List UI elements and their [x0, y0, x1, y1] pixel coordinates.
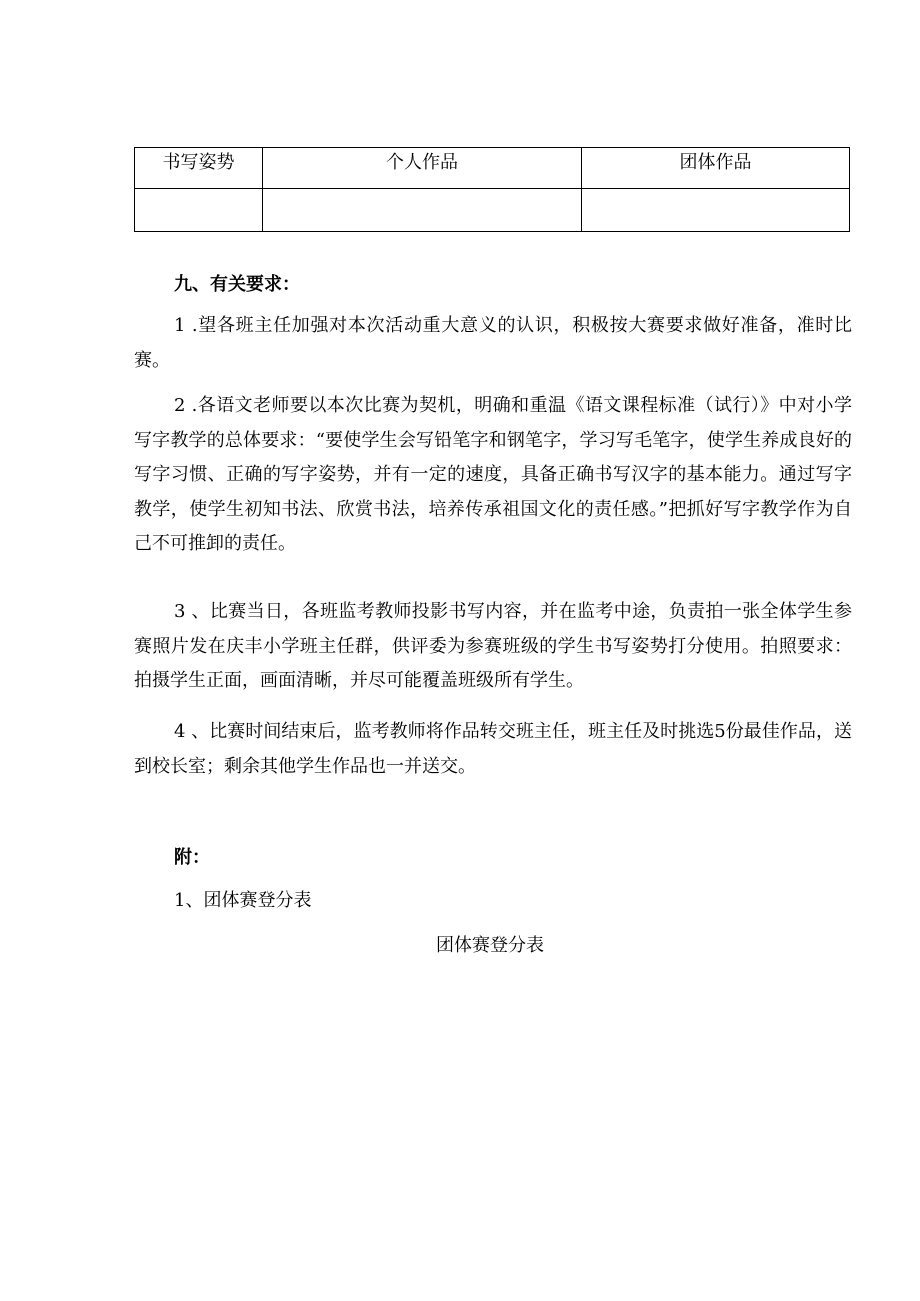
table-header-cell: 团体作品: [582, 148, 850, 189]
table-header-cell: 个人作品: [263, 148, 582, 189]
requirement-item-3: 3 、比赛当日，各班监考教师投影书写内容，并在监考中途，负责拍一张全体学生参赛照片发在庆丰小学班主任群，供评委为参赛班级的学生书写姿势打分使用。拍照要求：拍摄学生正面，画面清晰，并尽可能覆盖班级所有学生。: [134, 601, 852, 691]
appendix-table-title: 团体赛登分表: [436, 935, 544, 956]
requirement-item-1: 1 .望各班主任加强对本次活动重大意义的认识，积极按大赛要求做好准备，准时比赛。: [134, 315, 852, 371]
table-row: [135, 189, 850, 232]
requirement-item-2: 2 .各语文老师要以本次比赛为契机，明确和重温《语文课程标准（试行）》中对小学写字教学的总体要求：“要使学生会写铅笔字和钢笔字，学习写毛笔字，使学生养成良好的写字习惯、正确的写字姿势，并有一定的速度，具备正确书写汉字的基本能力。通过写字教学，使学生初知书法、欣赏书法，培养传承祖国文化的责任感。”把抓好写字教学作为自己不可推卸的责任。: [134, 395, 852, 554]
requirement-item-4: 4 、比赛时间结束后，监考教师将作品转交班主任，班主任及时挑选5份最佳作品，送到校长室；剩余其他学生作品也一并送交。: [134, 721, 852, 777]
table-cell: [582, 189, 850, 232]
table-header-row: [135, 148, 850, 189]
table-cell: [135, 189, 263, 232]
section-heading: 九、有关要求：: [174, 274, 300, 295]
table-header-cell: 书写姿势: [135, 148, 263, 189]
appendix-heading: 附：: [174, 847, 210, 868]
score-table: [134, 147, 850, 232]
table-cell: [263, 189, 582, 232]
appendix-item: 1、团体赛登分表: [174, 890, 312, 911]
